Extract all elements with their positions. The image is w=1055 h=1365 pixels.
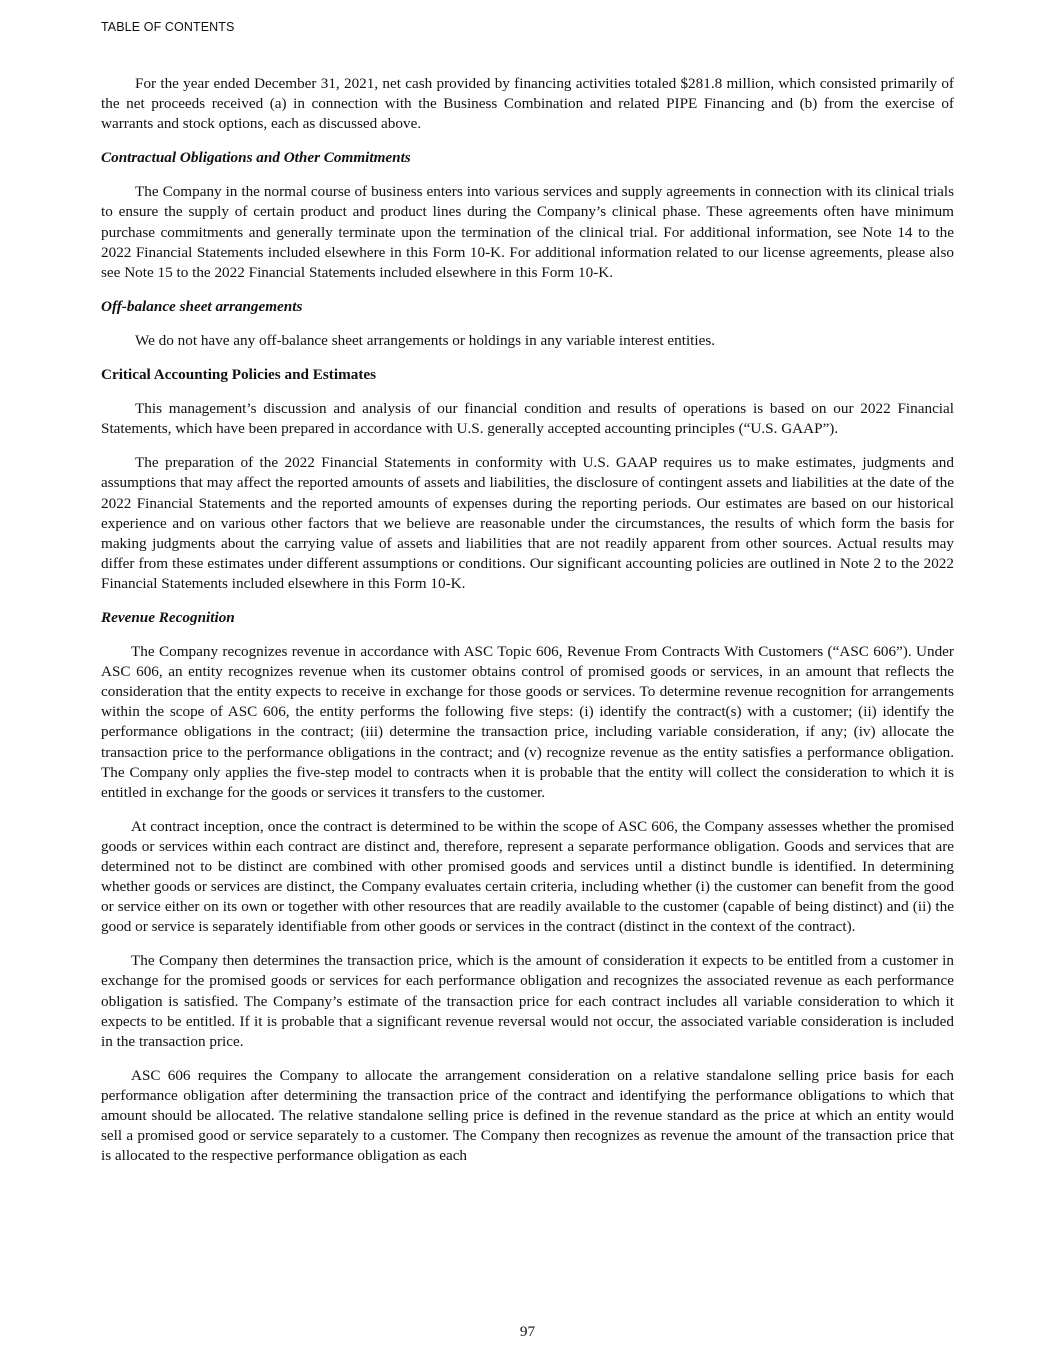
heading-off-balance-sheet: Off-balance sheet arrangements — [101, 297, 303, 315]
paragraph-revenue-recognition-4: ASC 606 requires the Company to allocate the arrangement consideration on a relative standalone selling price basis for each performance obligation after determining the transaction price of the contract and identifying the performance obligations to which that amount should be allocated. The relative standalone selling price is defined in the revenue standard as the price at which an entity would sell a promised good or service separately to a customer. The Company then recognizes as revenue the amount of the transaction price that is allocated to the respective performance obligation as each — [101, 1066, 954, 1165]
paragraph-critical-accounting-1: This management’s discussion and analysis of our financial condition and results of operations is based on our 2022 Financial Statements, which have been prepared in accordance with U.S. generally accepted accounting principles (“U.S. GAAP”). — [101, 400, 954, 438]
page-number: 97 — [519, 1323, 536, 1340]
paragraph-financing-activities: For the year ended December 31, 2021, net cash provided by financing activities totaled $281.8 million, which consisted primarily of the net proceeds received (a) in connection with the Business Combination and related PIPE Financing and (b) from the exercise of warrants and stock options, each as discussed above. — [101, 75, 954, 133]
paragraph-off-balance-sheet: We do not have any off-balance sheet arrangements or holdings in any variable interest entities. — [135, 331, 716, 349]
heading-contractual-obligations: Contractual Obligations and Other Commitments — [101, 149, 411, 167]
paragraph-revenue-recognition-2: At contract inception, once the contract is determined to be within the scope of ASC 606, the Company assesses whether the promised goods or services within each contract are distinct and, therefore, represent a separate performance obligation. Goods and services that are determined not to be distinct are combined with other promised goods and services until a distinct bundle is identified. In determining whether goods or services are distinct, the Company evaluates certain criteria, including whether (i) the customer can benefit from the good or service either on its own or together with other resources that are readily available to the customer (capable of being distinct) and (ii) the good or service is separately identifiable from other goods or services in the contract (distinct in the context of the contract). — [101, 817, 954, 936]
heading-critical-accounting: Critical Accounting Policies and Estimates — [101, 366, 377, 384]
paragraph-contractual-obligations: The Company in the normal course of business enters into various services and supply agreements in connection with its clinical trials to ensure the supply of certain product and product lines during the Company’s clinical phase. These agreements often have minimum purchase commitments and generally terminate upon the termination of the clinical trial. For additional information, see Note 14 to the 2022 Financial Statements included elsewhere in this Form 10-K. For additional information related to our license agreements, please also see Note 15 to the 2022 Financial Statements included elsewhere in this Form 10-K. — [101, 183, 954, 281]
paragraph-revenue-recognition-1: The Company recognizes revenue in accordance with ASC Topic 606, Revenue From Contracts With Customers (“ASC 606”). Under ASC 606, an entity recognizes revenue when its customer obtains control of promised goods or services, in an amount that reflects the consideration that the entity expects to receive in exchange for those goods or services. To determine revenue recognition for arrangements within the scope of ASC 606, the entity performs the following five steps: (i) identify the contract(s) with a customer; (ii) identify the performance obligations in the contract; (iii) determine the transaction price, including variable consideration, if any; (iv) allocate the transaction price to the performance obligations in the contract; and (v) recognize revenue as the entity satisfies a performance obligation. The Company only applies the five-step model to contracts when it is probable that the entity will collect the consideration to which it is entitled in exchange for the goods or services it transfers to the customer. — [101, 643, 954, 801]
heading-revenue-recognition: Revenue Recognition — [101, 608, 235, 626]
table-of-contents-link[interactable]: TABLE OF CONTENTS — [101, 20, 235, 34]
document-body — [101, 74, 954, 1180]
paragraph-revenue-recognition-3: The Company then determines the transaction price, which is the amount of consideration it expects to be entitled from a customer in exchange for the promised goods or services for each performance obligation and recognizes the associated revenue as each performance obligation is satisfied. The Company’s estimate of the transaction price for each contract includes all variable consideration to which it expects to be entitled. If it is probable that a significant revenue reversal would not occur, the associated variable consideration is included in the transaction price. — [101, 952, 954, 1050]
paragraph-critical-accounting-2: The preparation of the 2022 Financial Statements in conformity with U.S. GAAP requires us to make estimates, judgments and assumptions that may affect the reported amounts of assets and liabilities, the disclosure of contingent assets and liabilities at the date of the 2022 Financial Statements and the reported amounts of expenses during the reporting periods. Our estimates are based on our historical experience and on various other factors that we believe are reasonable under the circumstances, the results of which form the basis for making judgments about the carrying value of assets and liabilities that are not readily apparent from other sources. Actual results may differ from these estimates under different assumptions or conditions. Our significant accounting policies are outlined in Note 2 to the 2022 Financial Statements included elsewhere in this Form 10-K. — [101, 454, 954, 592]
